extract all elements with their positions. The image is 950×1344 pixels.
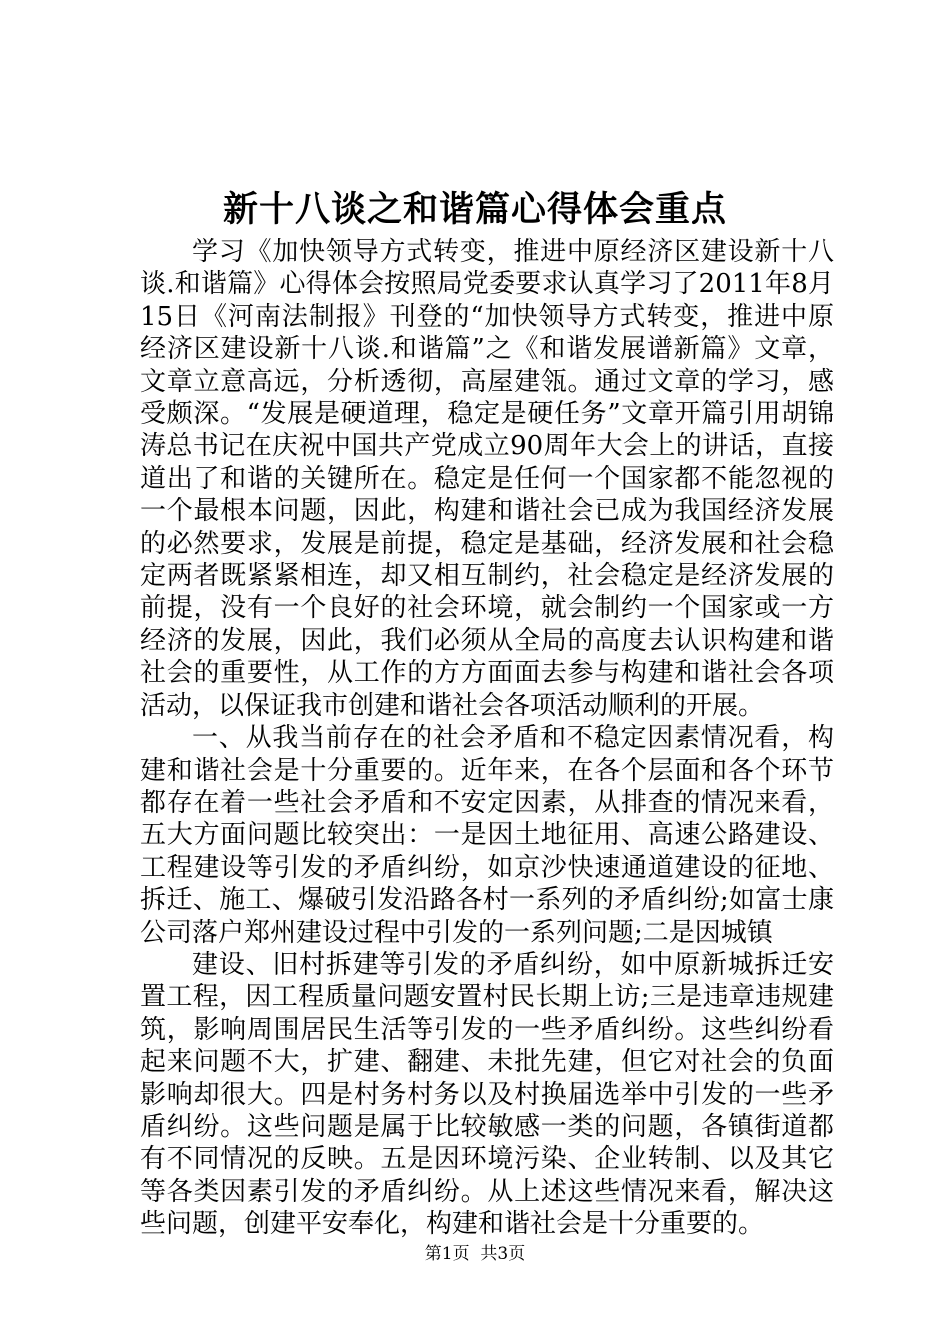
footer-separator (470, 1244, 481, 1264)
page-total: 共3页 (480, 1244, 526, 1264)
paragraph-3: 建设、旧村拆建等引发的矛盾纠纷，如中原新城拆迁安置工程，因工程质量问题安置村民长期上访;三是违章违规建筑，影响周围居民生活等引发的一些矛盾纠纷。这些纠纷看起来问题不大，扩建、翻建、未批先建，但它对社会的负面影响却很大。四是村务村务以及村换届选举中引发的一些矛盾纠纷。这些问题是属于比较敏感一类的问题，各镇街道都有不同情况的反映。五是因环境污染、企业转制、以及其它等各类因素引发的矛盾纠纷。从上述这些情况来看，解决这些问题，创建平安奉化，构建和谐社会是十分重要的。 (140, 949, 834, 1240)
page-footer (0, 1242, 950, 1266)
page-number: 第1页 (424, 1244, 470, 1264)
document-body (140, 236, 834, 1241)
paragraph-1: 学习《加快领导方式转变，推进中原经济区建设新十八谈.和谐篇》心得体会按照局党委要求认真学习了2011年8月15日《河南法制报》刊登的“加快领导方式转变，推进中原经济区建设新十八谈.和谐篇”之《和谐发展谱新篇》文章，文章立意高远，分析透彻，高屋建瓴。通过文章的学习，感受颇深。“发展是硬道理，稳定是硬任务”文章开篇引用胡锦涛总书记在庆祝中国共产党成立90周年大会上的讲话，直接道出了和谐的关键所在。稳定是任何一个国家都不能忽视的一个最根本问题，因此，构建和谐社会已成为我国经济发展的必然要求，发展是前提，稳定是基础，经济发展和社会稳定两者既紧紧相连，却又相互制约，社会稳定是经济发展的前提，没有一个良好的社会环境，就会制约一个国家或一方经济的发展，因此，我们必须从全局的高度去认识构建和谐社会的重要性，从工作的方方面面去参与构建和谐社会各项活动，以保证我市创建和谐社会各项活动顺利的开展。 (140, 237, 834, 721)
page-title: 新十八谈之和谐篇心得体会重点 (222, 189, 727, 230)
paragraph-2: 一、从我当前存在的社会矛盾和不稳定因素情况看，构建和谐社会是十分重要的。近年来，在各个层面和各个环节都存在着一些社会矛盾和不安定因素，从排查的情况来看，五大方面问题比较突出：一是因土地征用、高速公路建设、工程建设等引发的矛盾纠纷，如京沙快速通道建设的征地、拆迁、施工、爆破引发沿路各村一系列的矛盾纠纷;如富士康公司落户郑州建设过程中引发的一系列问题;二是因城镇 (140, 723, 834, 948)
